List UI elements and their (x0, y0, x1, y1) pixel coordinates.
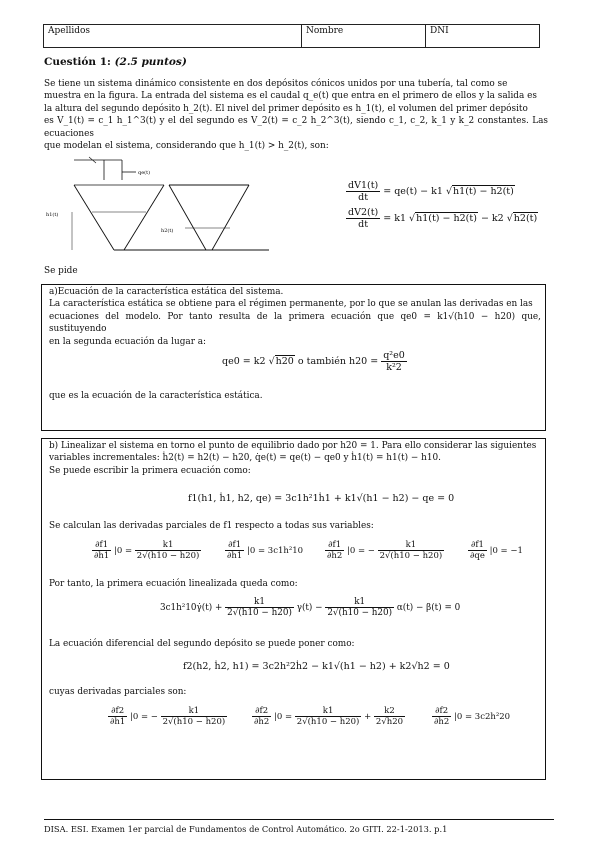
numerator: k2 (374, 706, 405, 717)
fraction (92, 540, 111, 561)
question-points: (2.5 puntos) (114, 56, 187, 68)
eq-text: |0 = (113, 546, 133, 556)
eq-text: 3c1h²10γ̇(t) + (160, 603, 223, 613)
numerator: ∂f2 (432, 706, 451, 717)
fraction (468, 540, 487, 561)
fraction (325, 540, 344, 561)
sqrt-arg: h1(t) − h2(t) (416, 213, 477, 224)
fraction (295, 706, 362, 727)
denominator: ∂ḣ1 (227, 551, 243, 561)
fraction (225, 540, 244, 561)
qe-label: qe(t) (138, 170, 151, 176)
eq-text: = k1 (383, 213, 407, 224)
tanks-figure (44, 150, 294, 255)
denominator: ∂h2 (327, 551, 343, 561)
part-b-line: variables incrementales: ḣ2(t) = h2(t) − h20, q̇e(t) = qe(t) − qe0 y ḣ1(t) = h1(t) − h10. (49, 453, 441, 464)
numerator: k1 (325, 597, 394, 608)
fraction (252, 706, 271, 727)
denominator: 2√(h10 − h20) (227, 608, 292, 618)
intro-paragraph (44, 78, 548, 152)
model-equation-1: $\frac{dV1(t)}{dt}$ = qe(t) − k1 √h1(t) − h2(t) (348, 180, 514, 203)
part-b-line5: cuyas derivadas parciales son: (49, 687, 187, 697)
f1-partial-h1dot (225, 540, 303, 561)
numerator: ∂f1 (468, 540, 487, 551)
fraction (225, 597, 294, 618)
part-b-line2: Se calculan las derivadas parciales de f1 respecto a todas sus variables: (49, 521, 374, 531)
h1-label: h1(t) (46, 212, 59, 218)
denominator: k²2 (386, 362, 402, 373)
intro-line: que modelan el sistema, considerando que h_1(t) > h_2(t), son: (44, 141, 329, 152)
eq-text: + (364, 712, 372, 722)
part-a-text (49, 286, 541, 348)
fraction (432, 706, 451, 727)
denominator: ∂qe (470, 551, 485, 561)
numerator: k1 (161, 706, 228, 717)
footer-rule (44, 819, 554, 820)
f2-partial-h1 (108, 706, 227, 727)
numerator: ∂f1 (225, 540, 244, 551)
eq-text: |0 = − (129, 712, 158, 722)
denominator: 2√(h10 − h20) (296, 717, 360, 727)
eq-text: = qe(t) − k1 (383, 186, 443, 197)
part-a-line: en la segunda ecuación da lugar a: (49, 336, 207, 347)
eq-text: |0 = (273, 712, 293, 722)
fraction (378, 540, 445, 561)
numerator: ∂f2 (108, 706, 127, 717)
fraction (135, 540, 202, 561)
eq-text: |0 = −1 (489, 546, 523, 556)
part-b-line3: Por tanto, la primera ecuación linealizada queda como: (49, 579, 298, 589)
denominator: dt (358, 219, 369, 230)
student-info-table (43, 24, 540, 48)
fraction (325, 597, 394, 618)
denominator: 2√(h10 − h20) (379, 551, 443, 561)
dni-cell: DNI (430, 26, 449, 36)
part-a-line: ecuaciones del modelo. Por tanto resulta de la primera ecuación que qe0 = k1√(h10 − h20) que, sustituyendo (49, 311, 541, 335)
numerator: ∂f1 (325, 540, 344, 551)
eq-text: γ(t) − (296, 603, 323, 613)
denominator: ∂h1 (110, 717, 126, 727)
sqrt-arg: h1(t) − h2(t) (453, 186, 514, 197)
fraction (161, 706, 228, 727)
part-b-line: Se puede escribir la primera ecuación como: (49, 465, 251, 476)
linearized-eq-1 (160, 597, 460, 618)
apellidos-cell: Apellidos (44, 25, 302, 47)
intro-line: la altura del segundo depósito h_2(t). El nivel del primer depósito es h_1(t), el volumen del primer depósito (44, 103, 528, 114)
numerator: k1 (295, 706, 362, 717)
denominator: 2√(h10 − h20) (136, 551, 200, 561)
model-equation-2: $\frac{dV2(t)}{dt}$ = k1 √h1(t) − h2(t) − k2 √h2(t) (348, 207, 538, 230)
fraction (346, 207, 380, 230)
numerator: q²e0 (383, 350, 405, 361)
denominator: ∂h2 (254, 717, 270, 727)
f2-partial-h2dot (432, 706, 510, 727)
eq-text: α(t) − β(t) = 0 (396, 603, 461, 613)
eq-text: |0 = − (346, 546, 375, 556)
h2-label: h2(t) (161, 228, 174, 234)
part-b-heading (49, 440, 541, 477)
denominator: dt (358, 192, 369, 203)
page-footer: DISA. ESI. Examen 1er parcial de Fundamentos de Control Automático. 2o GITI. 22-1-2013. p.1 (44, 824, 448, 834)
fraction (108, 706, 127, 727)
static-characteristic-eq: qe0 = k2 √h20 o también h20 = $\frac{\text{q²e0}}{\text{k²2}}$ (222, 350, 405, 373)
denominator: 2√(h10 − h20) (327, 608, 393, 618)
denominator: 2√(h10 − h20) (162, 717, 226, 727)
eq-text: − k2 (480, 213, 504, 224)
sqrt-arg: h2(t) (513, 213, 538, 224)
part-a-line: La característica estática se obtiene para el régimen permanente, por lo que se anulan las derivadas en las (49, 299, 533, 310)
f1-partial-h2 (325, 540, 444, 561)
fraction (374, 706, 405, 727)
numerator: k1 (135, 540, 202, 551)
f1-partial-h1 (92, 540, 201, 561)
sqrt-arg: h20 (275, 356, 294, 367)
denominator: ∂h1 (94, 551, 110, 561)
intro-line: Se tiene un sistema dinámico consistente en dos depósitos cónicos unidos por una tubería, tal como se (44, 79, 508, 89)
eq-text: |0 = 3c1h²10 (246, 546, 304, 556)
f2-equation: f2(h2, ḣ2, h1) = 3c2h²2ḣ2 − k1√(h1 − h2) + k2√h2 = 0 (183, 661, 450, 672)
numerator: ∂f2 (252, 706, 271, 717)
numerator: k1 (378, 540, 445, 551)
numerator: dV1(t) (348, 180, 379, 191)
nombre-cell: Nombre (302, 25, 426, 47)
part-b-line4: La ecuación diferencial del segundo depósito se puede poner como: (49, 639, 355, 649)
question-title (44, 56, 187, 68)
eq-text: qe0 = k2 (222, 356, 266, 367)
numerator: dV2(t) (348, 207, 379, 218)
numerator: k1 (225, 597, 294, 608)
fraction (346, 180, 380, 203)
fraction (381, 350, 407, 373)
part-b-line: b) Linealizar el sistema en torno el punto de equilibrio dado por h20 = 1. Para ello considerar las siguientes (49, 441, 537, 451)
intro-line: es V_1(t) = c_1 h_1^3(t) y el del segundo es V_2(t) = c_2 h_2^3(t), siendo c_1, c_2, k_1 y k_2 constantes. Las ecuaciones (44, 116, 548, 139)
denominator: ∂ḣ2 (434, 717, 450, 727)
numerator: ∂f1 (92, 540, 111, 551)
f2-partial-h2 (252, 706, 405, 727)
denominator: 2√h20 (375, 717, 404, 727)
part-a-heading: a)Ecuación de la característica estática del sistema. (49, 287, 284, 297)
part-a-conclusion: que es la ecuación de la característica estática. (49, 391, 263, 401)
se-pide: Se pide (44, 266, 78, 276)
eq-text: o también h20 = (297, 356, 379, 367)
question-number: Cuestión 1: (44, 56, 111, 68)
f1-partial-qe (468, 540, 523, 561)
f1-equation: f1(h1, ḣ1, h2, qe) = 3c1h²1ḣ1 + k1√(h1 − h2) − qe = 0 (188, 493, 455, 504)
eq-text: |0 = 3c2h²20 (453, 712, 511, 722)
intro-line: muestra en la figura. La entrada del sistema es el caudal q_e(t) que entra en el primero de ellos y la salida es (44, 91, 537, 102)
